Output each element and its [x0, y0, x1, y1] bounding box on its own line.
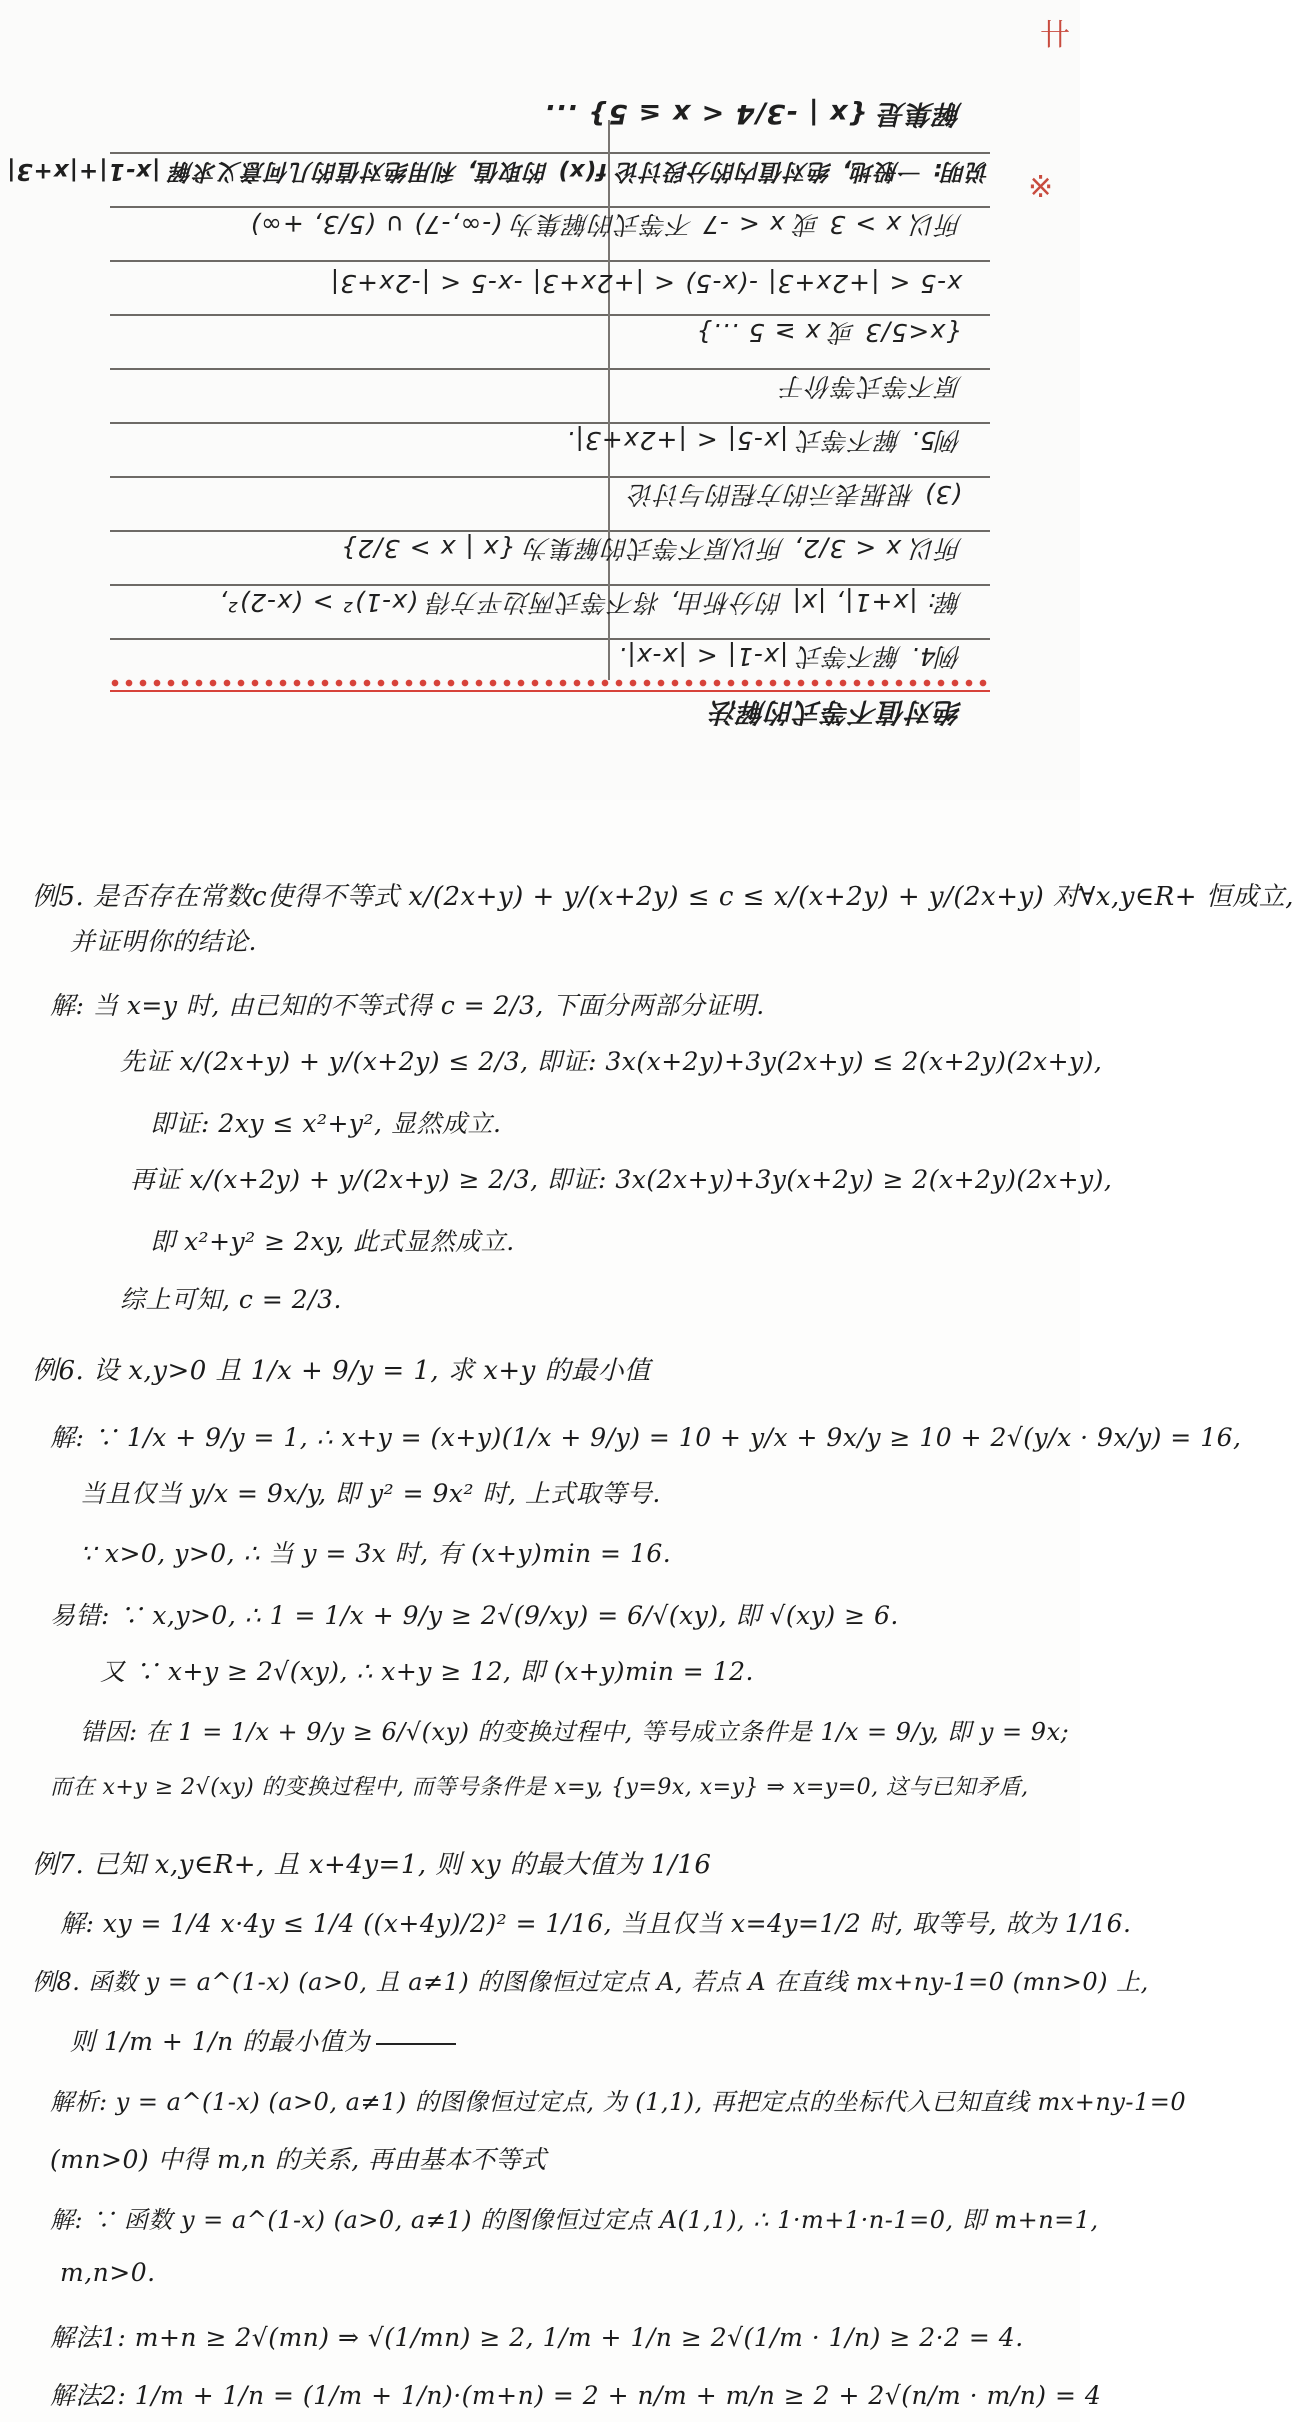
example-5-solution: 综上可知, c = 2/3.: [120, 1285, 342, 1314]
example-5-solution: 再证 x/(x+2y) + y/(2x+y) ≥ 2/3, 即证: 3x(2x+y)+3y(x+2y) ≥ 2(x+2y)(2x+y),: [130, 1165, 1113, 1194]
example-5-question: 并证明你的结论.: [70, 927, 257, 956]
example-6-solution: 当且仅当 y/x = 9x/y, 即 y² = 9x² 时, 上式取等号.: [80, 1479, 661, 1508]
example-8-question: 例8. 函数 y = a^(1-x) (a>0, 且 a≠1) 的图像恒过定点 A, 若点 A 在直线 mx+ny-1=0 (mn>0) 上,: [32, 1968, 1149, 1996]
note-line: 说明: 一般地, 绝对值内的分段讨论 f(x) 的取值, 利用绝对值的几何意义求解 |x-1|+|x+3|: [6, 158, 990, 184]
example-5-solution: 先证 x/(2x+y) + y/(x+2y) ≤ 2/3, 即证: 3x(x+2y)+3y(2x+y) ≤ 2(x+2y)(2x+y),: [120, 1047, 1103, 1076]
example-7-solution: 解: xy = 1/4 x·4y ≤ 1/4 ((x+4y)/2)² = 1/16, 当且仅当 x=4y=1/2 时, 取等号, 故为 1/16.: [60, 1909, 1132, 1938]
example-6-solution: ∵ x>0, y>0, ∴ 当 y = 3x 时, 有 (x+y)min = 16.: [80, 1539, 672, 1568]
rotated-note-content: [0, 0, 1080, 800]
decorative-red-border: [110, 676, 990, 692]
example-8-method-1: 解法1: m+n ≥ 2√(mn) ⇒ √(1/mn) ≥ 2, 1/m + 1/n ≥ 2√(1/m · 1/n) ≥ 2·2 = 4.: [50, 2323, 1024, 2352]
note-line: 例4. 解不等式 |x-1| < |x-x|.: [617, 642, 962, 671]
note-line: 解: |x+1|, |x| 的分析由, 将不等式两边平方得 (x-1)² > (x-2)²,: [218, 588, 962, 617]
note-line: (3) 根据表示的方程的与讨论: [628, 480, 962, 509]
example-7-question: 例7. 已知 x,y∈R+, 且 x+4y=1, 则 xy 的最大值为 1/16: [32, 1850, 712, 1880]
upside-down-notebook-sheet: [0, 0, 1080, 800]
example-8-analysis: (mn>0) 中得 m,n 的关系, 再由基本不等式: [50, 2145, 547, 2174]
note-line: {x<5/3 或 x ≥ 5 ...}: [694, 318, 962, 347]
ruled-line: [110, 261, 990, 263]
example-8-solution: m,n>0.: [60, 2258, 156, 2287]
example-6-common-mistake: 又 ∵ x+y ≥ 2√(xy), ∴ x+y ≥ 12, 即 (x+y)min = 12.: [100, 1657, 754, 1686]
example-5-solution: 即 x²+y² ≥ 2xy, 此式显然成立.: [150, 1227, 515, 1256]
note-line: 例5. 解不等式 |x-5| < |+2x+3|.: [565, 426, 962, 455]
note-line: 解集是 {x | -3/4 < x ≤ 5} ...: [543, 98, 962, 129]
example-8-solution: 解: ∵ 函数 y = a^(1-x) (a>0, a≠1) 的图像恒过定点 A(1,1), ∴ 1·m+1·n-1=0, 即 m+n=1,: [50, 2206, 1099, 2234]
example-8-question: [70, 2022, 456, 2058]
example-6-common-mistake: 易错: ∵ x,y>0, ∴ 1 = 1/x + 9/y ≥ 2√(9/xy) = 6/√(xy), 即 √(xy) ≥ 6.: [50, 1601, 899, 1630]
ruled-line: [110, 153, 990, 155]
corner-mark: 卄: [1040, 18, 1070, 53]
example-6-question: 例6. 设 x,y>0 且 1/x + 9/y = 1, 求 x+y 的最小值: [32, 1356, 651, 1386]
example-5-question: 例5. 是否存在常数c使得不等式 x/(2x+y) + y/(x+2y) ≤ c ≤ x/(x+2y) + y/(2x+y) 对∀x,y∈R+ 恒成立,: [32, 882, 1294, 912]
example-8-analysis: 解析: y = a^(1-x) (a>0, a≠1) 的图像恒过定点, 为 (1,1), 再把定点的坐标代入已知直线 mx+ny-1=0: [50, 2088, 1187, 2116]
example-6-solution: 解: ∵ 1/x + 9/y = 1, ∴ x+y = (x+y)(1/x + 9/y) = 10 + y/x + 9x/y ≥ 10 + 2√(y/x · 9x/y) = 16,: [50, 1423, 1242, 1452]
note-line: 绝对值不等式的解法: [710, 696, 962, 727]
note-line: 所以 x < 3/2, 所以原不等式的解集为 {x | x > 3/2}: [339, 534, 962, 563]
example-5-solution: 即证: 2xy ≤ x²+y², 显然成立.: [150, 1109, 502, 1138]
note-line: 原不等式等价于: [779, 372, 962, 401]
example-6-error-cause: 错因: 在 1 = 1/x + 9/y ≥ 6/√(xy) 的变换过程中, 等号成立条件是 1/x = 9/y, 即 y = 9x;: [80, 1718, 1070, 1746]
note-line: 所以 x > 3 或 x < -7 不等式的解集为 (-∞,-7) ∪ (5/3, +∞): [249, 210, 962, 239]
example-8-method-2: 解法2: 1/m + 1/n = (1/m + 1/n)·(m+n) = 2 + n/m + m/n ≥ 2 + 2√(n/m · m/n) = 4: [50, 2381, 1102, 2410]
note-line: x-5 < |+2x+3| -(x-5) < |+2x+3| -x-5 < |-2x+3|: [329, 269, 962, 298]
example-5-solution: 解: 当 x=y 时, 由已知的不等式得 c = 2/3, 下面分两部分证明.: [50, 991, 765, 1020]
answer-blank: [376, 2043, 456, 2045]
corner-mark: ※: [1028, 170, 1054, 205]
example-6-error-cause: 而在 x+y ≥ 2√(xy) 的变换过程中, 而等号条件是 x=y, {y=9x, x=y} ⇒ x=y=0, 这与已知矛盾,: [50, 1775, 1029, 1800]
example-8-question-text: 则 1/m + 1/n 的最小值为: [70, 2027, 370, 2056]
